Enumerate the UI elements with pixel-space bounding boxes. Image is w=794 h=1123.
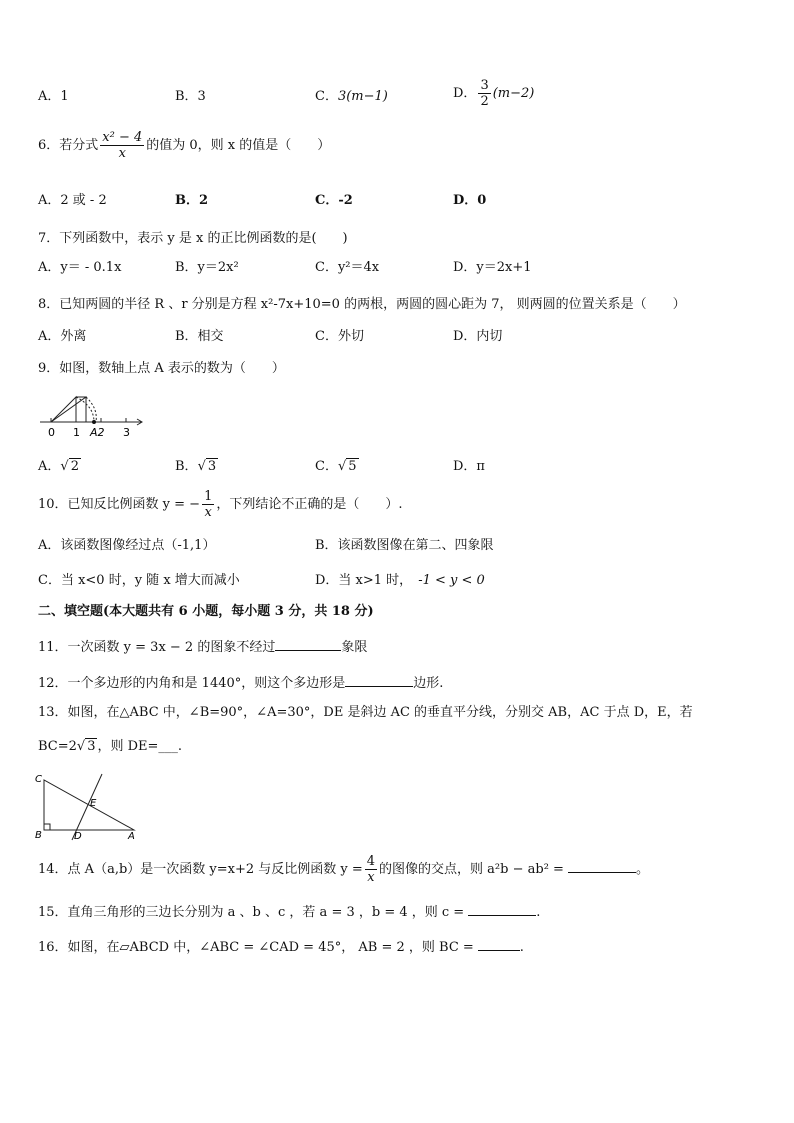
q10-option-c: C．当 x<0 时，y 随 x 增大而减小 [38,573,240,588]
q10-stem-post: ，下列结论不正确的是（ ）. [216,497,403,512]
q8-option-d: D．内切 [453,329,503,344]
q9-tick-3: 3 [123,426,130,439]
q6-stem-pre: 6．若分式 [38,138,99,153]
q9-option-c-sqrt: √ 5 [337,459,357,474]
q9-option-a-sqrt: √ 2 [60,459,79,474]
q14-answer-blank[interactable] [568,858,636,873]
q12-answer-blank[interactable] [345,672,413,687]
q16-answer-blank[interactable] [478,936,520,951]
q8-option-c: C．外切 [315,329,364,344]
section-2-heading: 二、填空题(本大题共有 6 小题，每小题 3 分，共 18 分) [38,604,374,619]
q10-option-b: B．该函数图像在第二、四象限 [315,538,494,553]
q5-option-c [315,88,388,106]
q9-tick-0: 0 [48,426,55,439]
q6-option-a: A．2 或 - 2 [38,193,107,208]
q9-tick-a2: A2 [90,426,105,439]
q13-label-b: B [35,830,42,841]
q5-option-d-label: D． [453,86,477,101]
q9-option-d: D．π [453,459,485,474]
q7-option-a: A．y＝ - 0.1x [38,260,122,275]
q16-end: . [519,940,524,955]
q13-label-c: C [35,774,42,785]
q5-option-d-fraction: $\frac{3}{2}$ [480,78,489,109]
q16-line [38,936,524,957]
q9-stem: 9．如图，数轴上点 A 表示的数为（ ） [38,361,285,376]
q13-line2-pre: BC=2 [38,739,77,754]
q12-post: 边形. [413,676,444,691]
q5-option-c-label: C． [315,89,338,104]
q13-sqrt: √ 3 [76,739,96,754]
q8-option-a: A．外离 [38,329,87,344]
q14-fraction: $\frac{4}{x}$ [366,854,376,885]
q13-label-a: A [128,831,135,842]
q9-option-a-label: A． [38,459,61,474]
q10-stem [38,489,403,520]
q9-option-b [175,458,218,476]
q11-answer-blank[interactable] [275,636,341,651]
q9-option-c [315,458,359,476]
q14-post: 的图像的交点，则 a²b − ab² = [379,862,564,877]
q8-option-b: B．相交 [175,329,224,344]
q10-option-a: A．该函数图像经过点（-1,1） [38,538,216,553]
q15-end: . [536,905,541,920]
q11-pre: 11．一次函数 y = 3x − 2 的图象不经过 [38,640,276,655]
q9-number-line-figure [36,392,150,440]
q9-option-a [38,458,81,476]
q7-option-d: D．y＝2x+1 [453,260,532,275]
q5-option-d [453,78,534,109]
q5-option-a: A．1 [38,89,69,104]
q14-pre: 14．点 A（a,b）是一次函数 y=x+2 与反比例函数 y = [38,862,363,877]
q15-line [38,901,540,922]
q13-label-d: D [74,831,82,842]
q9-option-b-label: B． [175,459,198,474]
q12-line [38,672,443,693]
q13-line2 [38,738,182,756]
q5-option-c-expr: 3(m−1) [337,89,388,104]
q13-line2-post: ，则 DE=___. [97,739,183,754]
q7-option-b: B．y＝2x² [175,260,239,275]
q10-option-d [315,572,485,590]
q10-stem-pre: 10．已知反比例函数 y = − [38,497,201,512]
q6-option-d: D．0 [453,193,487,208]
q6-stem [38,130,330,161]
q14-line [38,854,649,885]
q14-end: 。 [635,862,649,877]
q6-option-b: B．2 [175,193,209,208]
q11-line [38,636,367,657]
q9-tick-1: 1 [73,426,80,439]
q7-option-c: C．y²＝4x [315,260,380,275]
q13-triangle-figure [34,770,144,842]
q11-post: 象限 [341,640,368,655]
q5-option-d-tail: (m−2) [492,86,535,101]
q8-stem: 8．已知两圆的半径 R 、r 分别是方程 x²-7x+10=0 的两根，两圆的圆心距为 7， 则两圆的位置关系是（ ） [38,297,686,312]
q12-pre: 12．一个多边形的内角和是 1440°，则这个多边形是 [38,676,346,691]
q7-stem: 7．下列函数中，表示 y 是 x 的正比例函数的是( ) [38,231,348,246]
q15-pre: 15．直角三角形的三边长分别为 a 、b 、c ，若 a = 3 ，b = 4 ，则 c = [38,905,465,920]
q13-label-e: E [90,798,97,809]
q16-pre: 16．如图，在▱ABCD 中，∠ABC = ∠CAD = 45°， AB = 2 ，则 BC = [38,940,474,955]
q9-option-c-label: C． [315,459,338,474]
q15-answer-blank[interactable] [468,901,536,916]
q6-option-c: C．-2 [315,193,353,208]
q9-option-b-sqrt: √ 3 [197,459,217,474]
q10-option-d-expr: -1 < y < 0 [418,573,485,588]
q10-option-d-pre: D．当 x>1 时， [315,573,413,588]
q10-fraction: $\frac{1}{x}$ [204,489,213,520]
q5-option-b: B．3 [175,89,206,104]
q6-stem-post: 的值为 0，则 x 的值是（ ） [146,138,331,153]
q6-fraction: $\frac{\text{x² − 4}}{x}$ [102,130,143,161]
q13-stem: 13．如图，在△ABC 中，∠B=90°，∠A=30°，DE 是斜边 AC 的垂直平分线，分别交 AB，AC 于点 D，E，若 [38,705,693,720]
